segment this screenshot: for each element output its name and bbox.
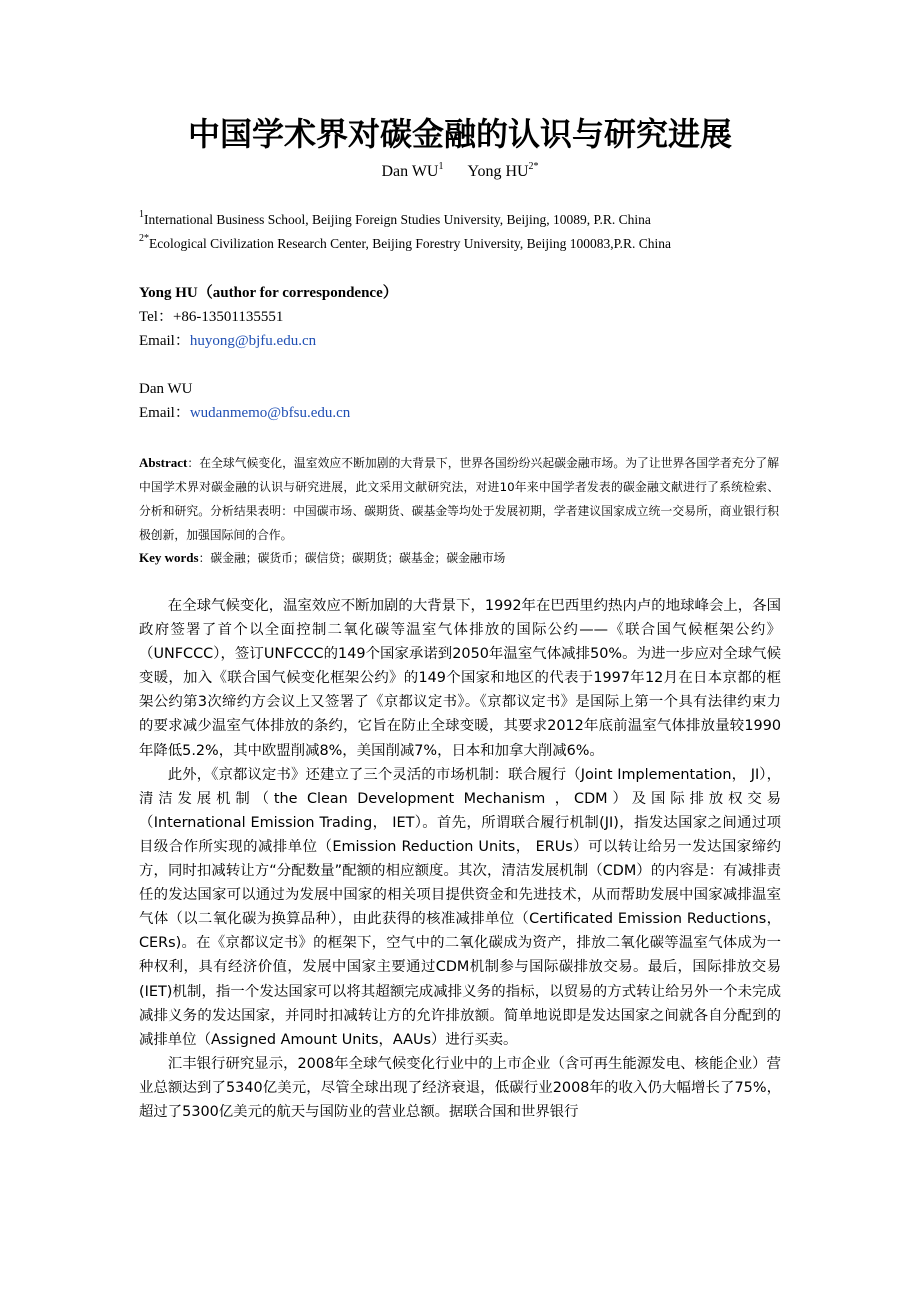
author-2-name: Yong HU [467, 163, 529, 180]
keywords [139, 546, 779, 570]
author-line [0, 160, 920, 184]
email-link-wudan[interactable]: wudanmemo@bfsu.edu.cn [189, 405, 351, 421]
keywords-text: ：碳金融；碳货币；碳信贷；碳期货；碳基金；碳金融市场 [198, 551, 506, 565]
affiliation-1 [139, 210, 651, 230]
email-label-2: Email： [139, 405, 190, 421]
email-link-huyong[interactable]: huyong@bjfu.edu.cn [189, 333, 317, 349]
affiliation-2-text: Ecological Civilization Research Center, Beijing Forestry University, Beijing 100083,P.R. China [149, 236, 672, 251]
abstract [139, 451, 779, 547]
correspondence-heading: Yong HU（author for correspondence） [139, 285, 398, 301]
affiliation-1-text: International Business School, Beijing Foreign Studies University, Beijing, 10089, P.R. China [144, 212, 651, 227]
second-author-name: Dan WU [139, 381, 193, 397]
tel-value: +86-13501135551 [172, 309, 284, 325]
author-2-sup: 2* [528, 161, 539, 172]
second-author-email [139, 402, 350, 424]
author-1-sup: 1 [438, 161, 444, 172]
author-1-name: Dan WU [381, 163, 439, 180]
correspondence-email [139, 330, 316, 352]
author-1 [381, 163, 443, 180]
correspondence-tel [139, 306, 283, 328]
tel-label: Tel： [139, 309, 173, 325]
keywords-label: Key words [139, 550, 199, 565]
body-paragraph-3: 汇丰银行研究显示，2008年全球气候变化行业中的上市企业（含可再生能源发电、核能企业）营业总额达到了5340亿美元，尽管全球出现了经济衰退，低碳行业2008年的收入仍大幅增长了75%，超过了5300亿美元的航天与国防业的营业总额。据联合国和世界银行 [139, 1055, 781, 1120]
author-2 [467, 163, 538, 180]
abstract-label: Abstract [139, 455, 188, 470]
affiliation-2 [139, 234, 671, 254]
affiliation-1-sup: 1 [139, 209, 144, 220]
paper-title: 中国学术界对碳金融的认识与研究进展 [187, 115, 732, 153]
body-paragraph-1: 在全球气候变化，温室效应不断加剧的大背景下，1992年在巴西里约热内卢的地球峰会上，各国政府签署了首个以全面控制二氧化碳等温室气体排放的国际公约——《联合国气候框架公约》（UNFCCC），签订UNFCCC的149个国家承诺到2050年温室气体减排50%。为进一步应对全球气候变暖，加入《联合国气候变化框架公约》的149个国家和地区的代表于1997年12月在日本京都的框架公约第3次缔约方会议上又签署了《京都议定书》。《京都议定书》是国际上第一个具有法律约束力的要求减少温室气体排放的条约，它旨在防止全球变暖，其要求2012年底前温室气体排放量较1990年降低5.2%，其中欧盟削减8%，美国削减7%，日本和加拿大削减6%。 [139, 598, 781, 759]
abstract-text: ：在全球气候变化，温室效应不断加剧的大背景下，世界各国纷纷兴起碳金融市场。为了让世界各国学者充分了解中国学术界对碳金融的认识与研究进展，此文采用文献研究法，对进10年来中国学者发表的碳金融文献进行了系统检索、分析和研究。分析结果表明：中国碳市场、碳期货、碳基金等均处于发展初期，学者建议国家成立统一交易所，商业银行积极创新，加强国际间的合作。 [139, 456, 779, 542]
affiliation-2-sup: 2* [139, 233, 149, 244]
body-text [139, 594, 781, 1124]
body-paragraph-2: 此外，《京都议定书》还建立了三个灵活的市场机制：联合履行（Joint Implementation， JI），清洁发展机制（the Clean Development Mechanism ，CDM）及国际排放权交易（International Emission Trading， IET）。首先，所谓联合履行机制(JI)，指发达国家之间通过项目级合作所实现的减排单位（Emission Reduction Units， ERUs）可以转让给另一发达国家缔约方，同时扣减转让方“分配数量”配额的相应额度。其次，清洁发展机制（CDM）的内容是：有减排责任的发达国家可以通过为发展中国家的相关项目提供资金和先进技术，从而帮助发展中国家减排温室气体（以二氧化碳为换算品种），由此获得的核准减排单位（Certificated Emission Reductions， CERs)。在《京都议定书》的框架下，空气中的二氧化碳成为资产，排放二氧化碳等温室气体成为一种权利，具有经济价值，发展中国家主要通过CDM机制参与国际碳排放交易。最后，国际排放交易(IET)机制，指一个发达国家可以将其超额完成减排义务的指标，以贸易的方式转让给另外一个未完成减排义务的发达国家，并同时扣减转让方的允许排放额。简单地说即是发达国家之间就各自分配到的减排单位（Assigned Amount Units，AAUs）进行买卖。 [139, 766, 781, 1048]
email-label: Email： [139, 333, 190, 349]
